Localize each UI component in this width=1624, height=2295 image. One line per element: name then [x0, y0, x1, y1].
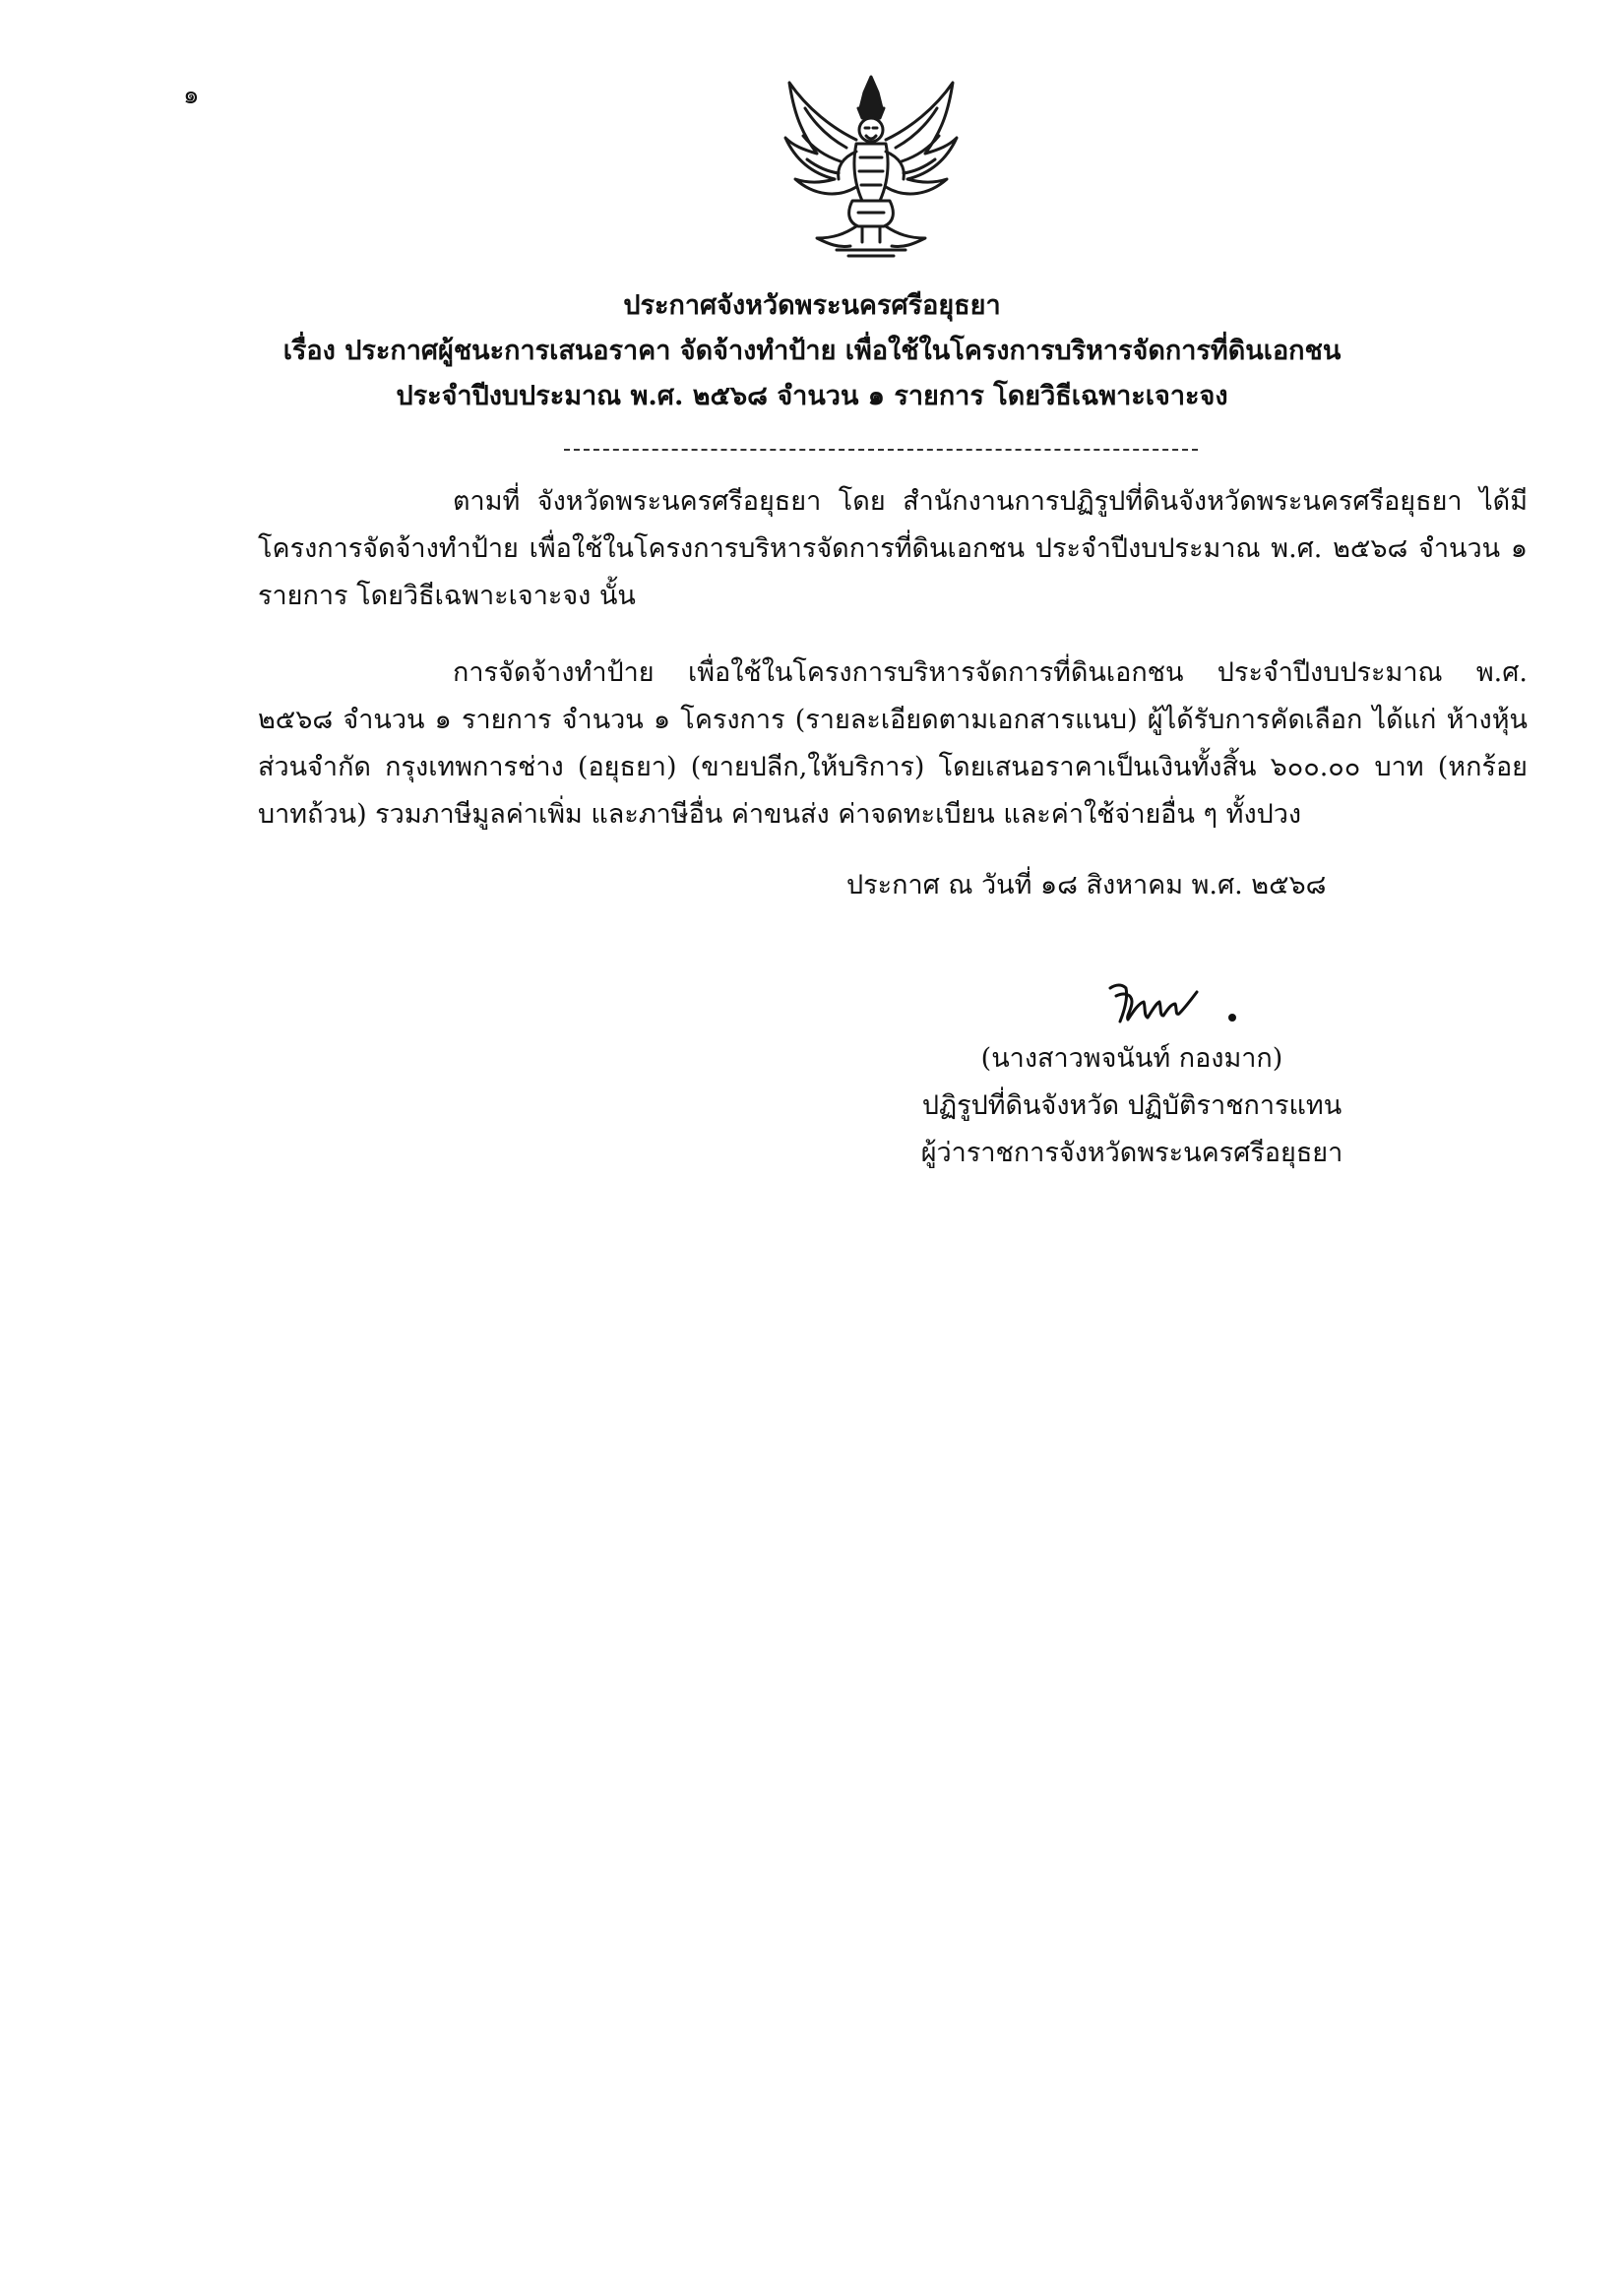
body-paragraph-2: [258, 650, 1528, 838]
signer-name: (นางสาวพจนันท์ กองมาก): [980, 1043, 1283, 1074]
signer-block: [886, 1035, 1378, 1177]
page-number: ๑: [183, 81, 200, 110]
announcement-date: ประกาศ ณ วันที่ ๑๘ สิงหาคม พ.ศ. ๒๕๖๘: [846, 870, 1327, 900]
announcement-subject: เรื่อง ประกาศผู้ชนะการเสนอราคา จัดจ้างทำป้าย เพื่อใช้ในโครงการบริหารจัดการที่ดินเอกชน: [282, 336, 1342, 366]
signer-title-on-behalf: ผู้ว่าราชการจังหวัดพระนครศรีอยุธยา: [920, 1138, 1343, 1168]
document-header: [148, 283, 1476, 419]
announcement-title: ประกาศจังหวัดพระนครศรีอยุธยา: [623, 290, 1001, 321]
header-divider: [564, 449, 1198, 451]
paragraph-2-text: การจัดจ้างทำป้าย เพื่อใช้ในโครงการบริหารจัดการที่ดินเอกชน ประจำปีงบประมาณ พ.ศ. ๒๕๖๘ จำนวน ๑ รายการ จำนวน ๑ โครงการ (รายละเอียดตามเอกสารแนบ) ผู้ได้รับการคัดเลือก ได้แก่ ห้างหุ้นส่วนจำกัด กรุงเทพการช่าง (อยุธยา) (ขายปลีก,ให้บริการ) โดยเสนอราคาเป็นเงินทั้งสิ้น ๖๐๐.๐๐ บาท (หกร้อยบาทถ้วน) รวมภาษีมูลค่าเพิ่ม และภาษีอื่น ค่าขนส่ง ค่าจดทะเบียน และค่าใช้จ่ายอื่น ๆ ทั้งปวง: [258, 657, 1528, 830]
signer-title: ปฏิรูปที่ดินจังหวัด ปฏิบัติราชการแทน: [921, 1090, 1343, 1121]
announcement-subject-continued: ประจำปีงบประมาณ พ.ศ. ๒๕๖๘ จำนวน ๑ รายการ โดยวิธีเฉพาะเจาะจง: [396, 381, 1228, 411]
handwritten-signature-icon: [1102, 974, 1270, 1033]
paragraph-1-text: ตามที่ จังหวัดพระนครศรีอยุธยา โดย สำนักงานการปฏิรูปที่ดินจังหวัดพระนครศรีอยุธยา ได้มีโครงการจัดจ้างทำป้าย เพื่อใช้ในโครงการบริหารจัดการที่ดินเอกชน ประจำปีงบประมาณ พ.ศ. ๒๕๖๘ จำนวน ๑ รายการ โดยวิธีเฉพาะเจาะจง นั้น: [258, 486, 1528, 611]
garuda-emblem-icon: [778, 69, 965, 262]
body-paragraph-1: [258, 478, 1528, 620]
